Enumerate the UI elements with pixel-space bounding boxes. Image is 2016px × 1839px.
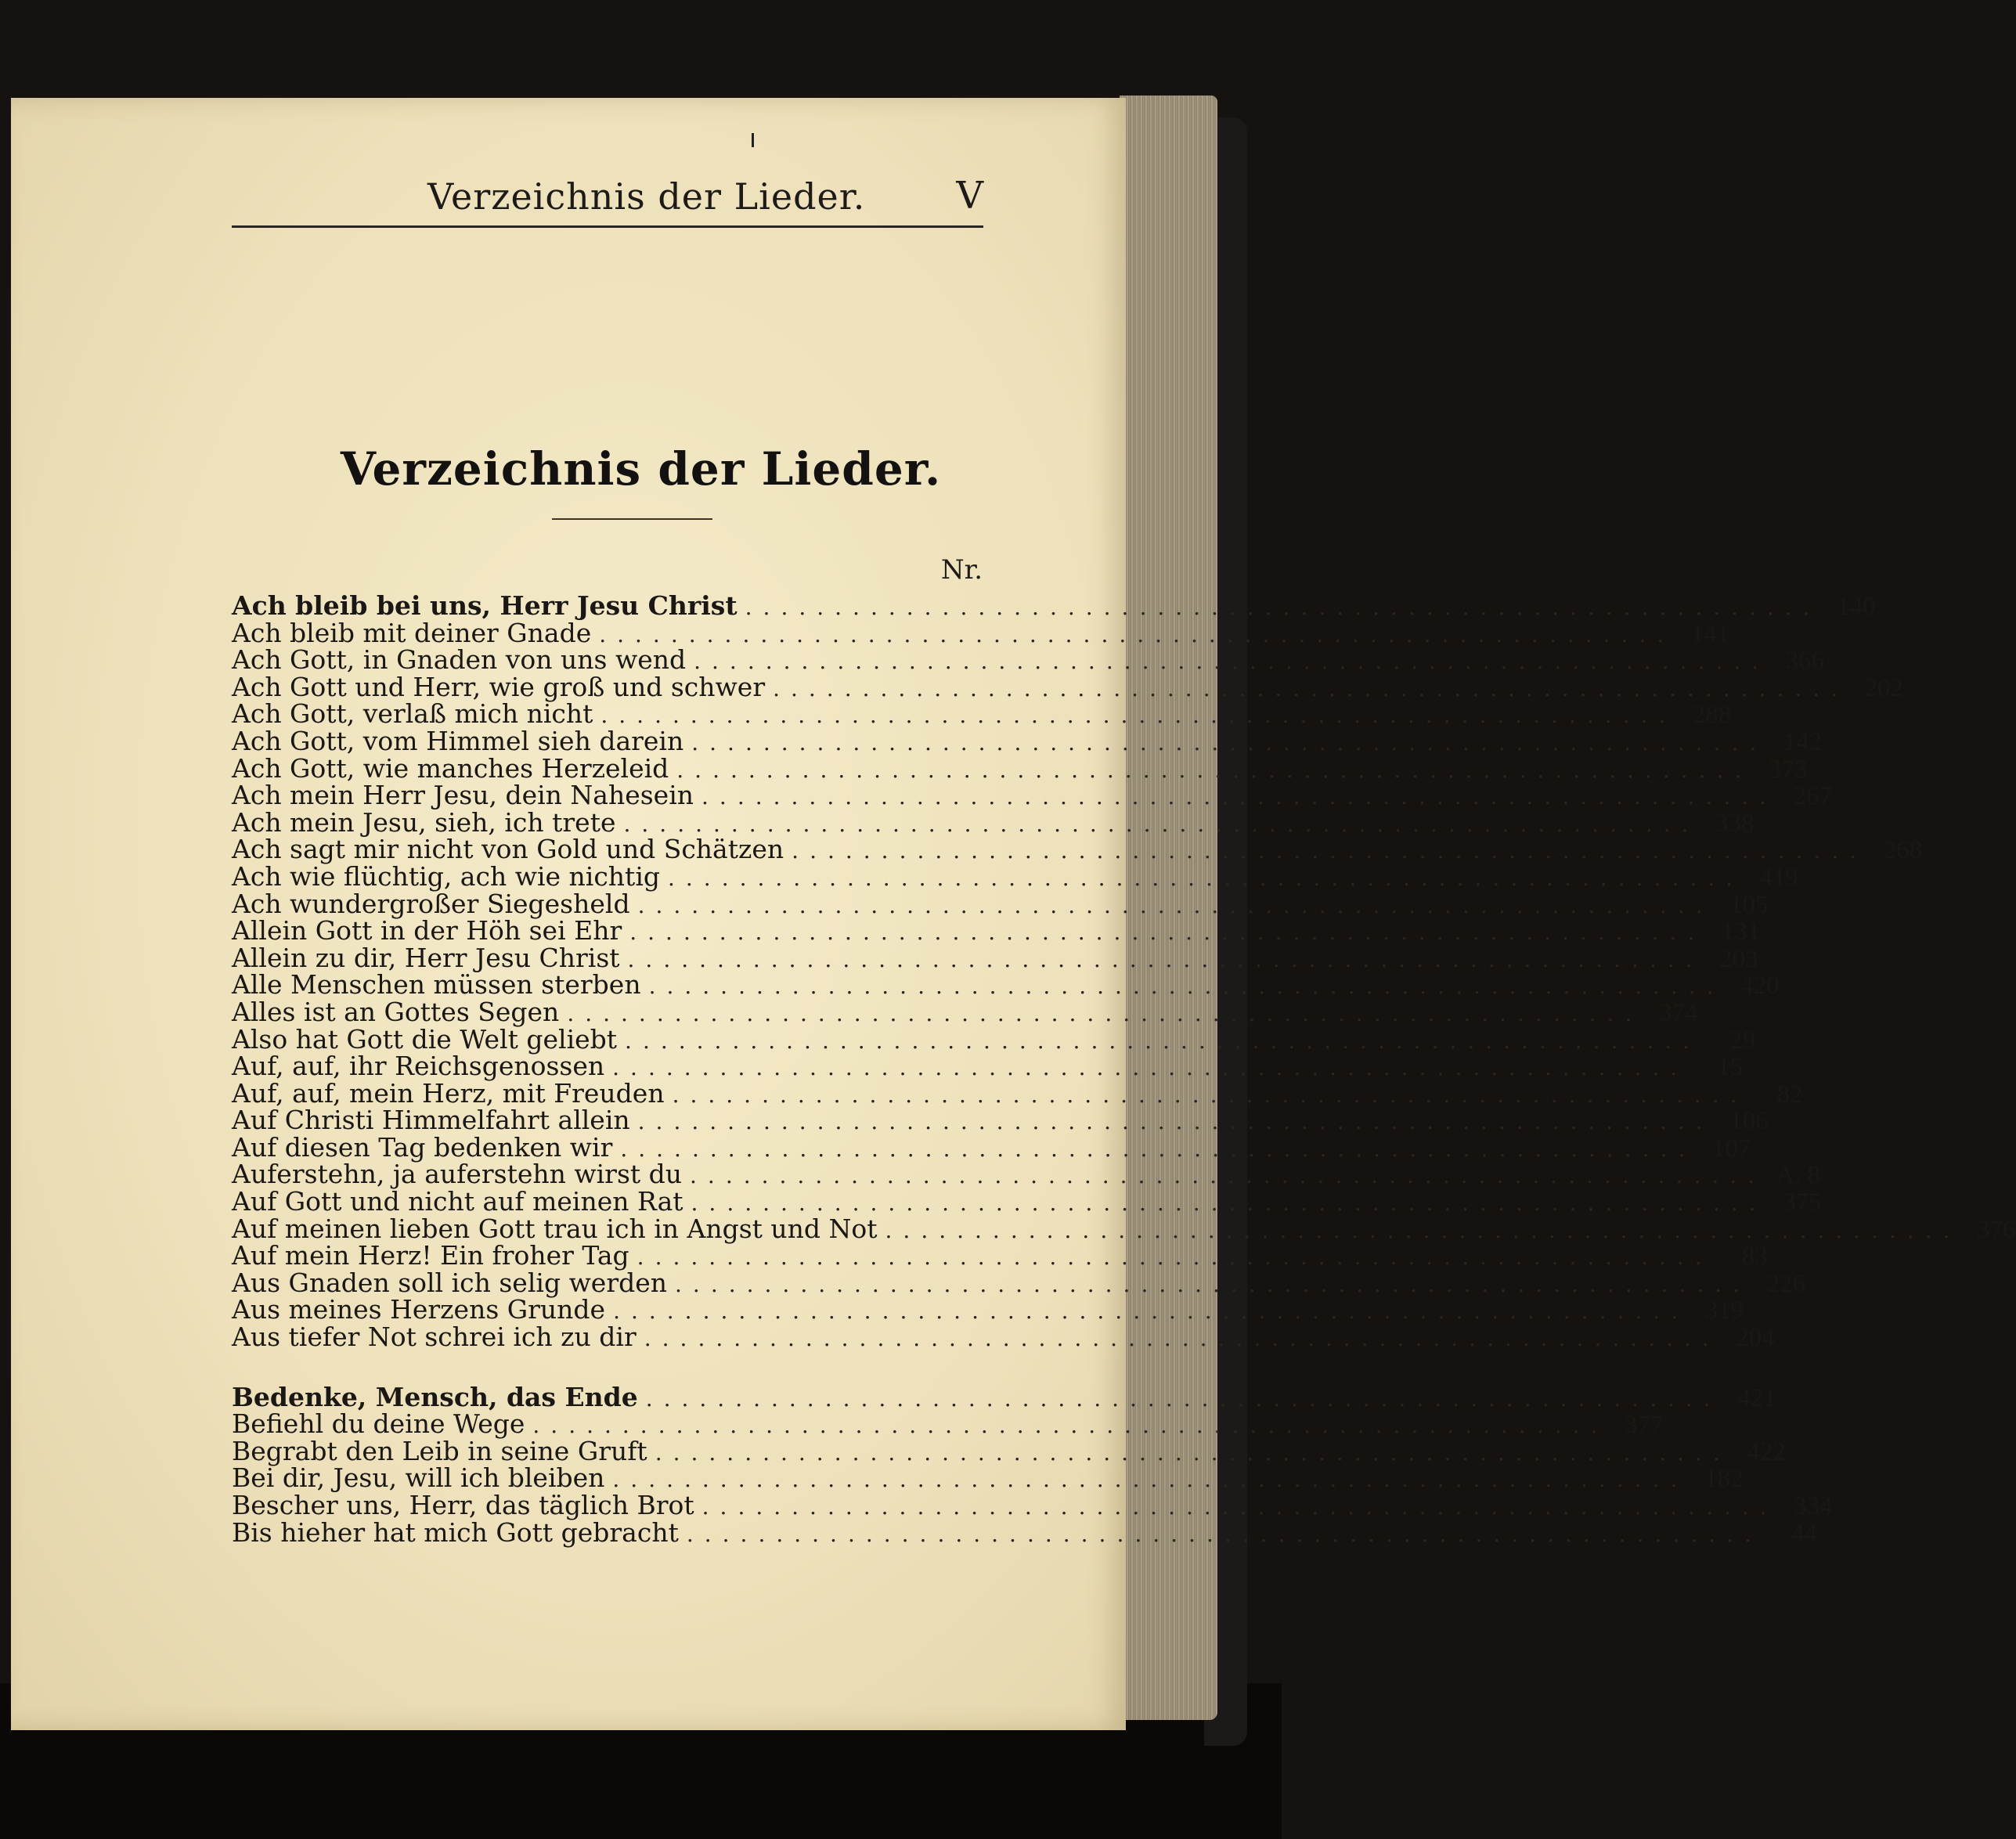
dot-leader: ............................................................ (676, 756, 1753, 783)
dot-leader: ............................................................ (701, 1494, 1778, 1520)
index-entry (232, 752, 1808, 784)
dot-leader: ............................................................ (690, 1163, 1766, 1189)
entry-number: 338 (1715, 809, 1755, 838)
entry-number: 226 (1766, 1269, 1806, 1298)
running-title: Verzeichnis der Lieder. (427, 175, 866, 218)
entry-title: Bei dir, Jesu, will ich bleiben (232, 1462, 605, 1494)
entry-title: Ach wundergroßer Siegesheld (232, 888, 630, 919)
index-entry (232, 1213, 2016, 1244)
entry-number: 267 (1793, 782, 1833, 811)
entry-number: 420 (1740, 972, 1780, 1001)
entry-title: Ach Gott und Herr, wie groß und schwer (232, 671, 766, 702)
index-entry (232, 1435, 1786, 1466)
dot-leader: ............................................................ (625, 1027, 1701, 1054)
index-entry (232, 1077, 1803, 1109)
entry-number: 82 (1776, 1080, 1803, 1109)
dot-leader: ............................................................ (637, 892, 1714, 918)
dot-leader: ............................................................ (675, 1271, 1751, 1297)
index-entry (232, 1186, 1822, 1217)
index-entry (232, 1240, 1768, 1271)
entry-title: Bescher uns, Herr, das täglich Brot (232, 1490, 694, 1520)
dot-leader: ............................................................ (600, 702, 1677, 729)
index-entry (232, 1294, 1744, 1325)
dot-leader: ............................................................ (620, 1135, 1697, 1162)
dot-leader: ............................................................ (792, 838, 1868, 864)
dot-leader: ............................................................ (773, 675, 1849, 701)
index-entry (232, 590, 1876, 621)
dot-leader: ............................................................ (672, 1081, 1748, 1108)
index-title: Verzeichnis der Lieder. (340, 442, 942, 496)
dot-leader: ............................................................ (637, 1109, 1714, 1135)
entry-title: Also hat Gott die Welt geliebt (232, 1023, 618, 1055)
entry-title: Bedenke, Mensch, das Ende (232, 1381, 638, 1412)
entry-number: 203 (1719, 944, 1758, 973)
dot-leader: ............................................................ (629, 919, 1706, 946)
entry-number: 83 (1741, 1242, 1768, 1271)
entry-title: Auf, auf, mein Herz, mit Freuden (232, 1077, 665, 1109)
entry-number: 374 (1658, 998, 1698, 1027)
index-entry (232, 996, 1698, 1027)
entry-title: Ach wie flüchtig, ach wie nichtig (232, 860, 660, 892)
entry-number: 334 (1794, 1492, 1833, 1520)
dot-leader: ............................................................ (686, 1520, 1762, 1547)
entry-number: 131 (1721, 918, 1761, 947)
entry-title: Alle Menschen müssen sterben (232, 969, 641, 1001)
dot-leader: ............................................................ (567, 1000, 1643, 1026)
entry-title: Aus Gnaden soll ich selig werden (232, 1267, 668, 1298)
index-entry (232, 1490, 1833, 1520)
entry-title: Ach Gott, wie manches Herzeleid (232, 752, 669, 784)
dot-leader: ............................................................ (599, 621, 1675, 647)
index-entry (232, 915, 1761, 947)
entry-title: Ach bleib bei uns, Herr Jesu Christ (232, 590, 738, 621)
print-mark (752, 133, 754, 147)
index-entry (232, 1051, 1744, 1082)
index-entry (232, 834, 1923, 865)
index-entry (232, 780, 1833, 811)
entry-title: Auf diesen Tag bedenken wir (232, 1131, 613, 1163)
dot-leader: ............................................................ (612, 1055, 1689, 1081)
entry-number: 373 (1768, 755, 1808, 784)
dot-leader: ............................................................ (644, 1325, 1720, 1352)
index-entry (232, 860, 1799, 892)
index-entry (232, 942, 1758, 973)
entry-title: Auf, auf, ihr Reichsgenossen (232, 1051, 605, 1082)
entry-title: Auf mein Herz! Ein froher Tag (232, 1240, 629, 1271)
index-entry (232, 671, 1904, 702)
index-entry (232, 1516, 1817, 1548)
entry-number: 419 (1759, 863, 1799, 892)
entry-number: 107 (1711, 1134, 1751, 1163)
entry-title: Begrabt den Leib in seine Gruft (232, 1435, 647, 1466)
entry-number: 377 (1624, 1411, 1664, 1440)
entry-title: Auferstehn, ja auferstehn wirst du (232, 1159, 683, 1190)
dot-leader: ............................................................ (532, 1412, 1609, 1439)
entry-title: Ach Gott, vom Himmel sieh darein (232, 725, 684, 756)
index-entry (232, 1023, 1756, 1055)
index-entry (232, 1322, 1775, 1353)
entry-number: 182 (1704, 1465, 1744, 1494)
index-entry (232, 617, 1730, 648)
entry-number: A. 8 (1776, 1161, 1821, 1190)
dot-leader: ............................................................ (691, 1190, 1767, 1217)
index-entry (232, 1105, 1769, 1136)
dot-leader: ............................................................ (655, 1439, 1731, 1466)
entry-number: 288 (1692, 701, 1732, 730)
index-entry (232, 1381, 1776, 1412)
index-entry (232, 806, 1755, 838)
dot-leader: ............................................................ (885, 1217, 1961, 1243)
entry-title: Allein Gott in der Höh sei Ehr (232, 915, 622, 947)
index-entry (232, 725, 1823, 756)
entry-number: 366 (1785, 647, 1825, 676)
entry-title: Aus meines Herzens Grunde (232, 1294, 606, 1325)
entry-title: Aus tiefer Not schrei ich zu dir (232, 1322, 637, 1353)
entry-title: Allein zu dir, Herr Jesu Christ (232, 942, 620, 973)
entry-title: Auf Christi Himmelfahrt allein (232, 1105, 630, 1136)
entry-number: 105 (1729, 890, 1769, 919)
dot-leader: ............................................................ (623, 810, 1700, 837)
entry-number: 44 (1791, 1519, 1817, 1548)
entry-number: 141 (1690, 619, 1730, 648)
entry-number: 15 (1717, 1053, 1744, 1082)
entry-title: Befiehl du deine Wege (232, 1408, 525, 1440)
dot-leader: ............................................................ (694, 648, 1770, 675)
entry-number: 106 (1729, 1107, 1769, 1136)
index-entry (232, 1131, 1751, 1163)
entry-title: Auf Gott und nicht auf meinen Rat (232, 1186, 683, 1217)
entry-number: 319 (1704, 1296, 1744, 1325)
dot-leader: ............................................................ (648, 973, 1725, 1000)
entry-number: 140 (1837, 593, 1876, 621)
entry-number: 204 (1736, 1324, 1775, 1353)
index-entry (232, 1267, 1806, 1298)
group-spacer (232, 1349, 982, 1382)
index-entry (232, 969, 1780, 1001)
dot-leader: ............................................................ (745, 594, 1821, 620)
dot-leader: ............................................................ (613, 1298, 1690, 1325)
entry-title: Ach mein Herr Jesu, dein Nahesein (232, 780, 694, 811)
index-entry (232, 698, 1732, 730)
dot-leader: ............................................................ (612, 1466, 1689, 1493)
entry-title: Ach Gott, in Gnaden von uns wend (232, 644, 687, 676)
entry-number: 202 (1864, 673, 1904, 702)
index-entry (232, 1462, 1744, 1494)
page-number: V (956, 174, 983, 218)
entry-number: 421 (1737, 1383, 1776, 1412)
entry-title: Alles ist an Gottes Segen (232, 996, 560, 1027)
entry-title: Auf meinen lieben Gott trau ich in Angst und Not (232, 1213, 878, 1244)
index-entry (232, 1408, 1664, 1440)
title-rule (552, 518, 712, 520)
entry-title: Ach sagt mir nicht von Gold und Schätzen (232, 834, 784, 865)
entry-number: 376 (1977, 1215, 2016, 1244)
number-column-header: Nr. (940, 554, 983, 586)
index-entry (232, 888, 1769, 919)
dot-leader: ............................................................ (701, 784, 1778, 810)
dot-leader: ............................................................ (645, 1385, 1722, 1412)
dot-leader: ............................................................ (627, 946, 1704, 972)
index-entry (232, 1159, 1821, 1190)
entry-number: 29 (1729, 1026, 1756, 1055)
entry-number: 142 (1783, 727, 1823, 756)
entry-title: Bis hieher hat mich Gott gebracht (232, 1516, 679, 1548)
dot-leader: ............................................................ (637, 1244, 1713, 1271)
dot-leader: ............................................................ (691, 729, 1768, 755)
entry-number: 422 (1747, 1437, 1786, 1466)
entry-title: Ach mein Jesu, sieh, ich trete (232, 806, 616, 838)
entry-number: 375 (1783, 1188, 1822, 1217)
entry-title: Ach Gott, verlaß mich nicht (232, 698, 593, 730)
song-index-list (232, 590, 2016, 1548)
dot-leader: ............................................................ (668, 864, 1744, 891)
entry-number: 268 (1883, 836, 1923, 865)
entry-title: Ach bleib mit deiner Gnade (232, 617, 592, 648)
index-entry (232, 644, 1825, 676)
running-header (232, 171, 983, 228)
